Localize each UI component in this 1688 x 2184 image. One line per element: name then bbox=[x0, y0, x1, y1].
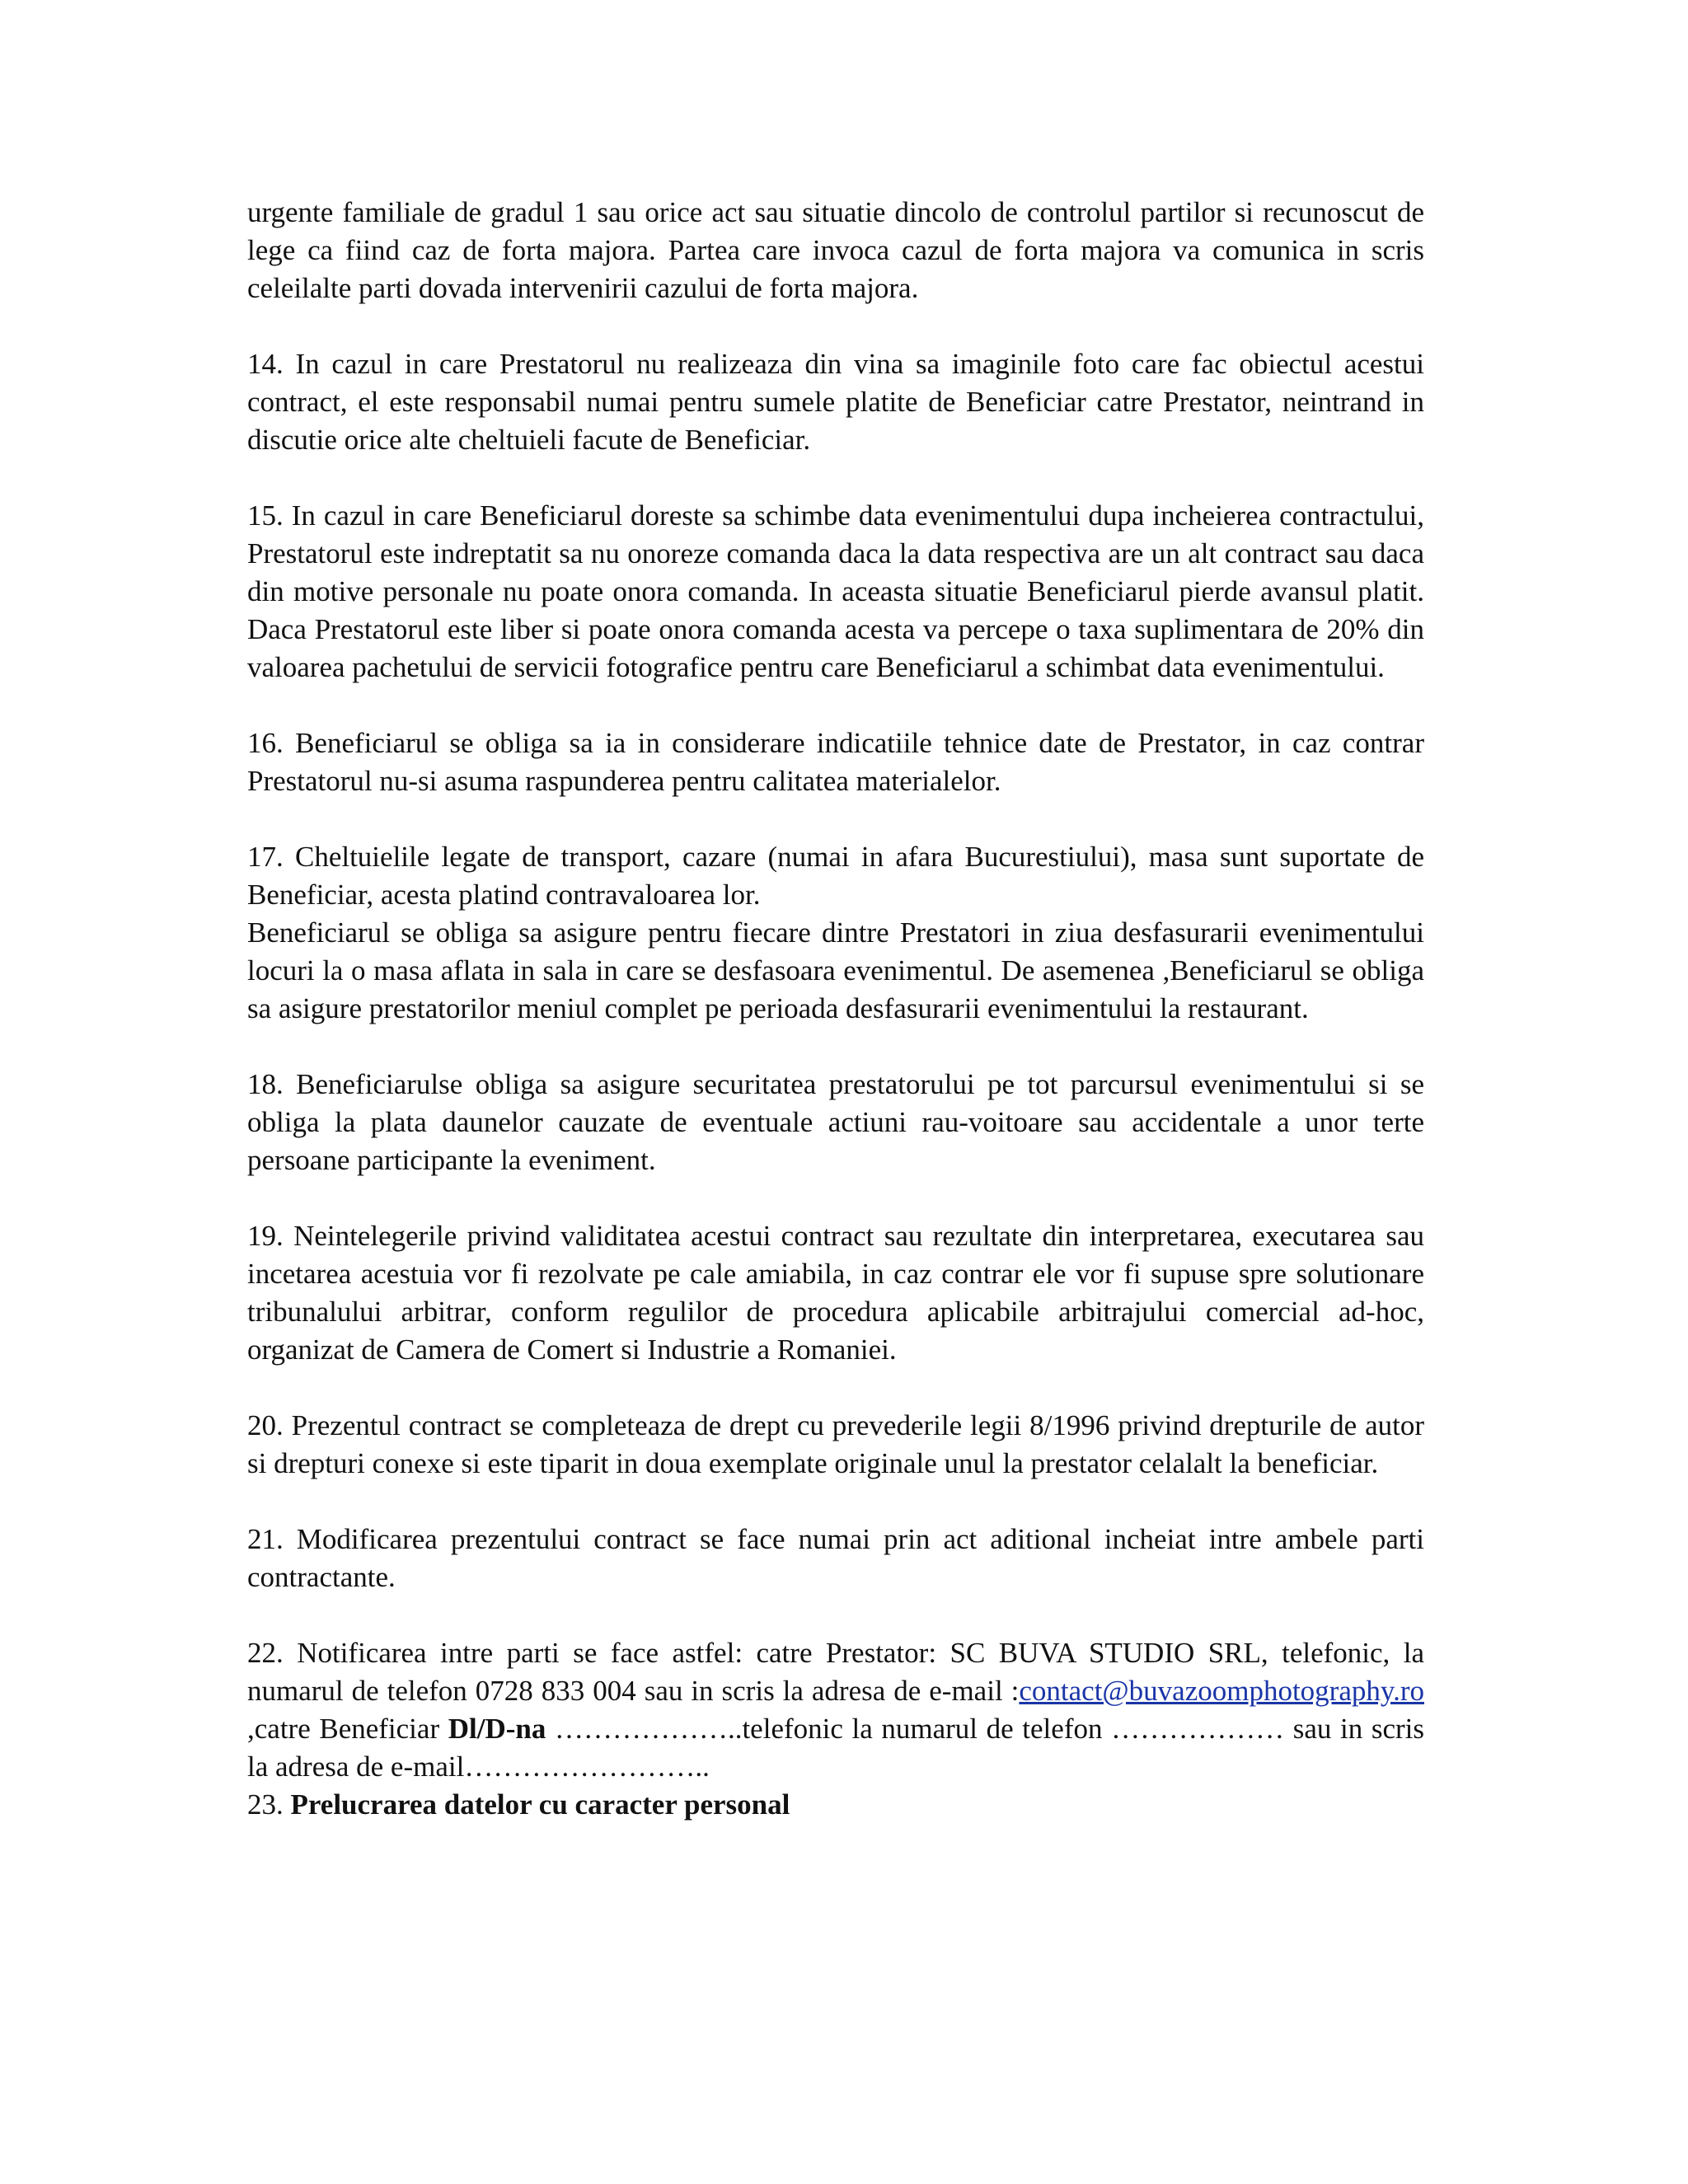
beneficiary-salutation: Dl/D-na bbox=[448, 1713, 546, 1745]
clause-22-middle: ,catre Beneficiar bbox=[247, 1713, 448, 1745]
clause-21: 21. Modificarea prezentului contract se face numai prin act aditional incheiat intre ambele parti contractante. bbox=[247, 1523, 1424, 1593]
clause-17-part-2: Beneficiarul se obliga sa asigure pentru fiecare dintre Prestatori in ziua desfasurarii evenimentului locuri la o masa aflata in sala in care se desfasoara evenimentul. De asemenea ,Beneficiarul se obliga sa asigure prestatorilor meniul complet pe perioada desfasurarii evenimentului la restaurant. bbox=[247, 916, 1424, 1024]
contact-email-link[interactable]: contact@buvazoomphotography.ro bbox=[1019, 1675, 1424, 1707]
clause-20: 20. Prezentul contract se completeaza de drept cu prevederile legii 8/1996 privind drepturile de autor si drepturi conexe si este tiparit in doua exemplate originale unul la prestator celalalt la beneficiar. bbox=[247, 1409, 1424, 1479]
clause-13-continuation: urgente familiale de gradul 1 sau orice act sau situatie dincolo de controlul partilor si recunoscut de lege ca fiind caz de forta majora. Partea care invoca cazul de forta majora va comunica in scris celeilalte parti dovada intervenirii cazului de forta majora. bbox=[247, 196, 1424, 304]
clause-22-start: 22. Notificarea intre parti se face astfel: catre Prestator: SC BUVA STUDIO SRL, telefonic, la numarul de telefon 0728 833 004 sau in scris la adresa de e-mail : bbox=[247, 1637, 1424, 1707]
clause-22-end: ………………..telefonic la numarul de telefon ……………… sau in scris la adresa de e-mail…………………….. bbox=[247, 1713, 1424, 1783]
clause-22 bbox=[247, 1634, 1424, 1786]
clause-19: 19. Neintelegerile privind validitatea acestui contract sau rezultate din interpretarea, executarea sau incetarea acestuia vor fi rezolvate pe cale amiabila, in caz contrar ele vor fi supuse spre solutionare tribunalului arbitrar, conform regulilor de procedura aplicabile arbitrajului comercial ad-hoc, organizat de Camera de Comert si Industrie a Romaniei. bbox=[247, 1220, 1424, 1366]
clause-23-number: 23. bbox=[247, 1788, 291, 1821]
clause-16: 16. Beneficiarul se obliga sa ia in considerare indicatiile tehnice date de Prestator, in caz contrar Prestatorul nu-si asuma raspunderea pentru calitatea materialelor. bbox=[247, 727, 1424, 797]
clause-15: 15. In cazul in care Beneficiarul doreste sa schimbe data evenimentului dupa incheierea contractului, Prestatorul este indreptatit sa nu onoreze comanda daca la data respectiva are un alt contract sau daca din motive personale nu poate onora comanda. In aceasta situatie Beneficiarul pierde avansul platit. Daca Prestatorul este liber si poate onora comanda acesta va percepe o taxa suplimentara de 20% din valoarea pachetului de servicii fotografice pentru care Beneficiarul a schimbat data evenimentului. bbox=[247, 499, 1424, 683]
clause-17-part-1: 17. Cheltuielile legate de transport, cazare (numai in afara Bucurestiului), masa sunt suportate de Beneficiar, acesta platind contravaloarea lor. bbox=[247, 841, 1424, 911]
clause-23-title: Prelucrarea datelor cu caracter personal bbox=[290, 1788, 790, 1821]
clause-14: 14. In cazul in care Prestatorul nu realizeaza din vina sa imaginile foto care fac obiectul acestui contract, el este responsabil numai pentru sumele platite de Beneficiar catre Prestator, neintrand in discutie orice alte cheltuieli facute de Beneficiar. bbox=[247, 348, 1424, 456]
clause-23-heading bbox=[247, 1786, 1424, 1824]
clause-18: 18. Beneficiarulse obliga sa asigure securitatea prestatorului pe tot parcursul evenimentului si se obliga la plata daunelor cauzate de eventuale actiuni rau-voitoare sau accidentale a unor terte persoane participante la eveniment. bbox=[247, 1068, 1424, 1176]
contract-body bbox=[247, 194, 1424, 1824]
